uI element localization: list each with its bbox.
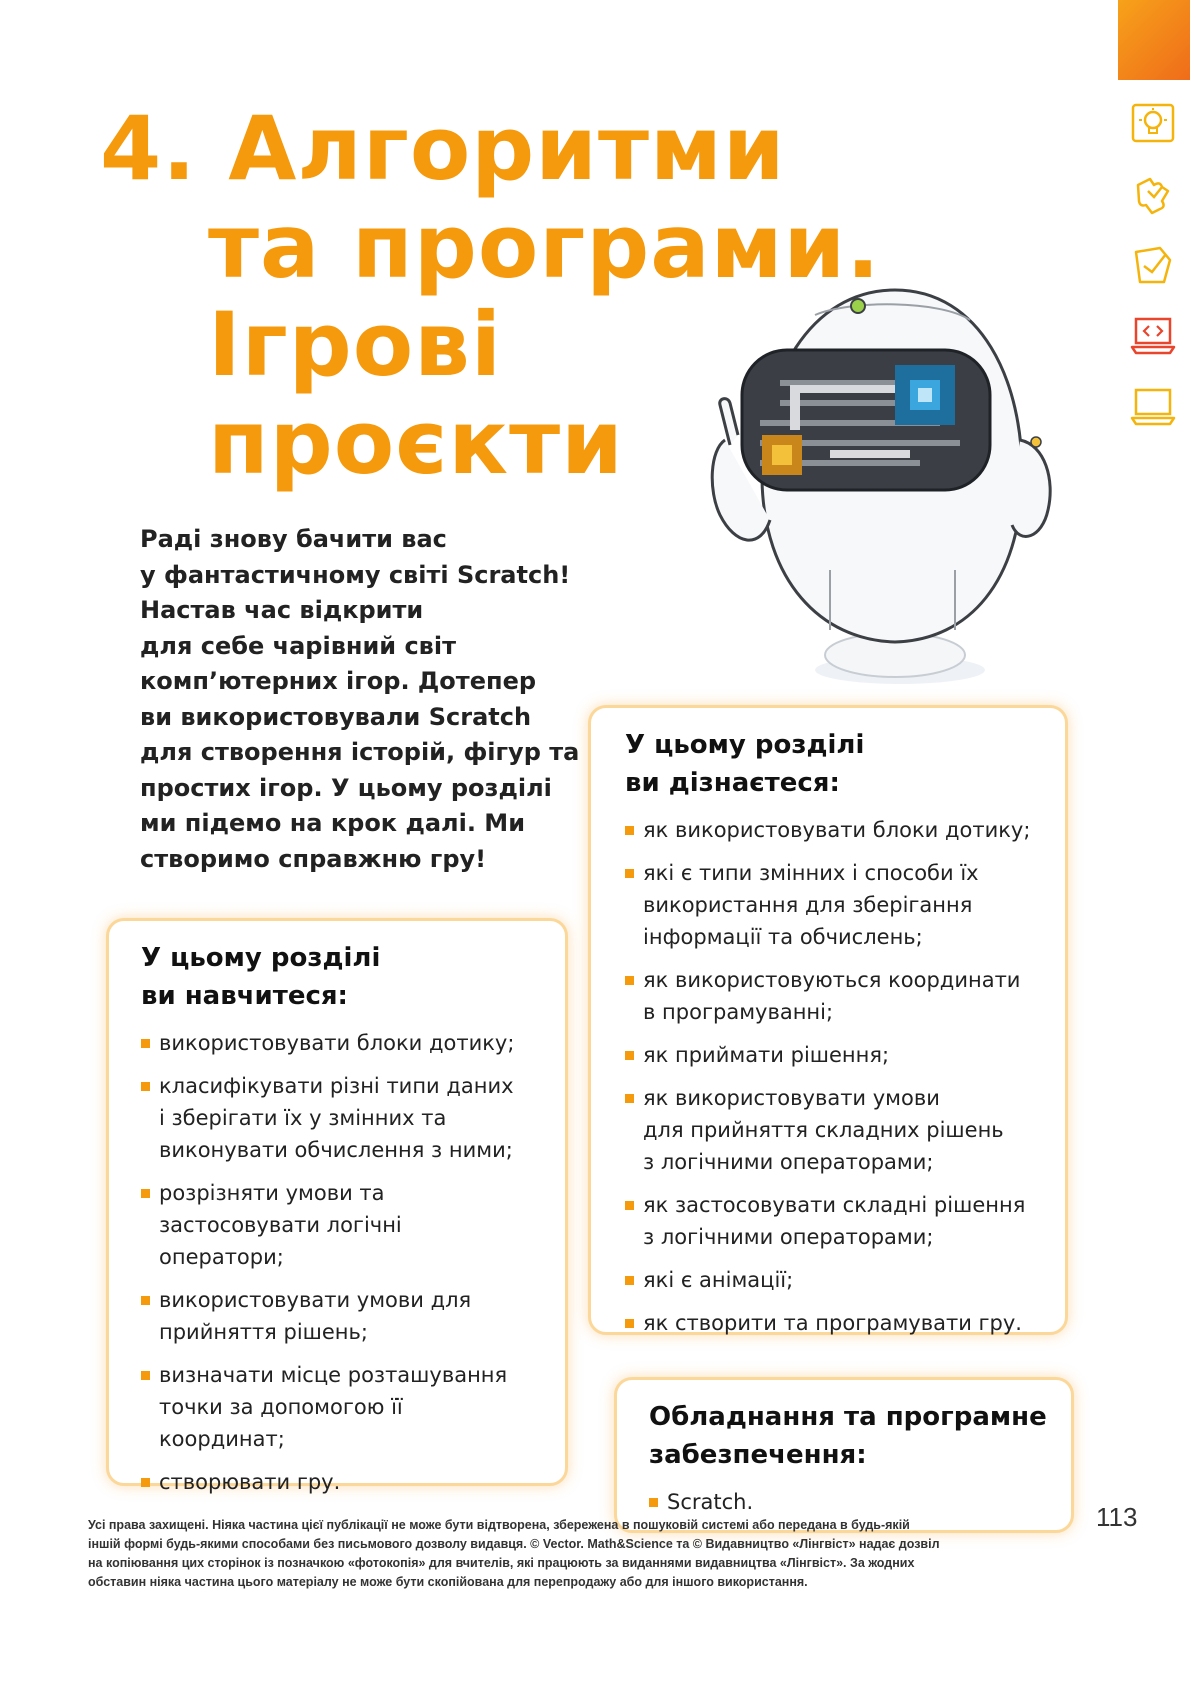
robot-illustration (700, 270, 1070, 690)
heading-line: Обладнання та програмне (649, 1402, 1047, 1432)
intro-line: Настав час відкрити (140, 596, 424, 624)
lightbulb-icon (1130, 100, 1176, 146)
intro-line: простих ігор. У цьому розділі (140, 773, 552, 802)
item-line: з логічними операторами; (643, 1225, 934, 1249)
intro-line: Раді знову бачити вас (140, 525, 447, 553)
item-line: застосовувати логічні (159, 1213, 402, 1237)
side-icon-column (1130, 100, 1180, 455)
intro-line: для себе чарівний світ (140, 631, 457, 660)
item-line: використовувати умови для (159, 1288, 472, 1312)
chapter-title-line: та програми. (208, 195, 881, 298)
laptop-icon (1130, 384, 1176, 430)
item-line: як застосовувати складні рішення (643, 1193, 1026, 1217)
item-line: Scratch. (667, 1490, 754, 1514)
item-line: виконувати обчислення з ними; (159, 1138, 513, 1162)
list-item (625, 1189, 1041, 1253)
item-line: як створити та програмувати гру. (643, 1311, 1022, 1335)
page-number: 113 (1096, 1502, 1138, 1532)
learn-outcomes-box (106, 918, 568, 1494)
list-item (625, 814, 1041, 846)
intro-paragraph (140, 522, 580, 877)
copyright-notice (88, 1516, 1108, 1592)
chapter-title-line: проєкти (208, 391, 624, 494)
intro-line: для створення історій, фігур та (140, 738, 580, 766)
list-item (141, 1284, 541, 1348)
item-line: розрізняти умови та (159, 1181, 385, 1205)
intro-line: ми підемо на крок далі. Ми (140, 809, 526, 837)
list-item (141, 1466, 541, 1498)
list-item (141, 1027, 541, 1059)
chapter-title-line: Ігрові (208, 293, 503, 396)
heading-line: У цьому розділі (625, 730, 865, 760)
list-item (649, 1486, 1047, 1518)
learn-box-heading (141, 939, 541, 1015)
corner-color-tab (1118, 0, 1190, 80)
item-line: як використовувати блоки дотику; (643, 818, 1031, 842)
chapter-title-line: 4. Алгоритми (100, 97, 786, 200)
learn-list (141, 1027, 541, 1498)
item-line: точки за допомогою її (159, 1395, 403, 1419)
list-item (625, 964, 1041, 1028)
item-line: інформації та обчислень; (643, 925, 923, 949)
heading-line: ви дізнаєтеся: (625, 768, 840, 798)
list-item (625, 857, 1041, 953)
know-list (625, 814, 1041, 1339)
item-line: з логічними операторами; (643, 1150, 934, 1174)
list-item (625, 1307, 1041, 1339)
item-line: як використовувати умови (643, 1086, 940, 1110)
item-line: використовувати блоки дотику; (159, 1031, 515, 1055)
intro-line: у фантастичному світі Scratch! (140, 560, 571, 589)
know-outcomes-box (588, 705, 1068, 1335)
copyright-line: іншій формі будь-якими способами без письмового дозволу видавця. © Vector. Math&Science та © Видавництво «Лінгвіст» надає дозвіл (88, 1537, 940, 1551)
heading-line: У цьому розділі (141, 943, 381, 973)
copyright-line: на копіювання цих сторінок із позначкою «фотокопія» для вчителів, які працюють за виданнями видавництва «Лінгвіст». За жодних (88, 1556, 915, 1570)
item-line: оператори; (159, 1245, 284, 1269)
intro-line: ви використовували Scratch (140, 702, 532, 731)
item-line: які є типи змінних і способи їх (643, 861, 979, 885)
item-line: координат; (159, 1427, 285, 1451)
item-line: створювати гру. (159, 1470, 341, 1494)
intro-line: створимо справжню гру! (140, 844, 487, 873)
heading-line: забезпечення: (649, 1440, 867, 1470)
equipment-list (649, 1486, 1047, 1518)
know-box-heading (625, 726, 1041, 802)
heading-line: ви навчитеся: (141, 981, 348, 1011)
copyright-line: обставин ніяка частина цього матеріалу не може бути скопійована для перепродажу або для іншого використання. (88, 1575, 808, 1589)
puzzle-icon (1130, 171, 1176, 217)
equipment-box-heading (649, 1398, 1047, 1474)
item-line: для прийняття складних рішень (643, 1118, 1004, 1142)
list-item (625, 1039, 1041, 1071)
item-line: класифікувати різні типи даних (159, 1074, 514, 1098)
item-line: які є анімації; (643, 1268, 794, 1292)
list-item (141, 1070, 541, 1166)
intro-line: комп’ютерних ігор. Дотепер (140, 667, 537, 695)
item-line: в програмуванні; (643, 1000, 834, 1024)
item-line: як приймати рішення; (643, 1043, 890, 1067)
item-line: і зберігати їх у змінних та (159, 1106, 447, 1130)
list-item (625, 1264, 1041, 1296)
equipment-box (614, 1377, 1074, 1533)
code-laptop-icon (1130, 313, 1176, 359)
item-line: використання для зберігання (643, 893, 973, 917)
list-item (141, 1359, 541, 1455)
list-item (141, 1177, 541, 1273)
item-line: визначати місце розташування (159, 1363, 508, 1387)
puzzle-check-icon (1130, 242, 1176, 288)
list-item (625, 1082, 1041, 1178)
copyright-line: Усі права захищені. Ніяка частина цієї публікації не може бути відтворена, збережена в пошуковій системі або передана в будь-якій (88, 1518, 910, 1532)
item-line: прийняття рішень; (159, 1320, 368, 1344)
item-line: як використовуються координати (643, 968, 1021, 992)
